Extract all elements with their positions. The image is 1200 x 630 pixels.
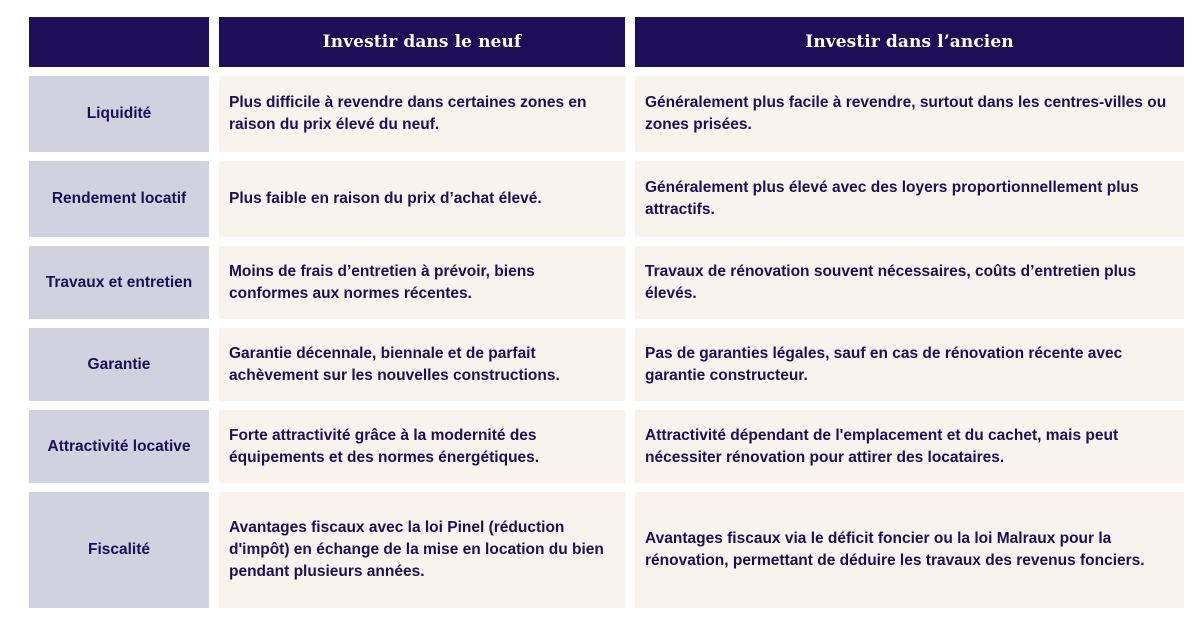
header-empty-cell — [29, 17, 209, 67]
row-rendement-ancien: Généralement plus élevé avec des loyers proportionnellement plus attractifs. — [635, 161, 1184, 237]
row-label-rendement: Rendement locatif — [29, 161, 209, 237]
row-liquidite-neuf: Plus difficile à revendre dans certaines zones en raison du prix élevé du neuf. — [219, 76, 625, 152]
comparison-table — [29, 17, 1184, 608]
row-label-attractivite: Attractivité locative — [29, 410, 209, 483]
header-neuf: Investir dans le neuf — [219, 17, 625, 67]
row-travaux-neuf: Moins de frais d’entretien à prévoir, biens conformes aux normes récentes. — [219, 246, 625, 319]
row-attractivite-neuf: Forte attractivité grâce à la modernité des équipements et des normes énergétiques. — [219, 410, 625, 483]
row-label-fiscalite: Fiscalité — [29, 492, 209, 608]
row-label-garantie: Garantie — [29, 328, 209, 401]
row-attractivite-ancien: Attractivité dépendant de l'emplacement et du cachet, mais peut nécessiter rénovation pour attirer des locataires. — [635, 410, 1184, 483]
row-label-travaux: Travaux et entretien — [29, 246, 209, 319]
row-fiscalite-neuf: Avantages fiscaux avec la loi Pinel (réduction d'impôt) en échange de la mise en location du bien pendant plusieurs années. — [219, 492, 625, 608]
row-rendement-neuf: Plus faible en raison du prix d’achat élevé. — [219, 161, 625, 237]
row-fiscalite-ancien: Avantages fiscaux via le déficit foncier ou la loi Malraux pour la rénovation, permettant de déduire les travaux des revenus fonciers. — [635, 492, 1184, 608]
header-ancien: Investir dans l’ancien — [635, 17, 1184, 67]
row-label-liquidite: Liquidité — [29, 76, 209, 152]
row-garantie-neuf: Garantie décennale, biennale et de parfait achèvement sur les nouvelles constructions. — [219, 328, 625, 401]
row-garantie-ancien: Pas de garanties légales, sauf en cas de rénovation récente avec garantie constructeur. — [635, 328, 1184, 401]
row-travaux-ancien: Travaux de rénovation souvent nécessaires, coûts d’entretien plus élevés. — [635, 246, 1184, 319]
row-liquidite-ancien: Généralement plus facile à revendre, surtout dans les centres-villes ou zones prisées. — [635, 76, 1184, 152]
